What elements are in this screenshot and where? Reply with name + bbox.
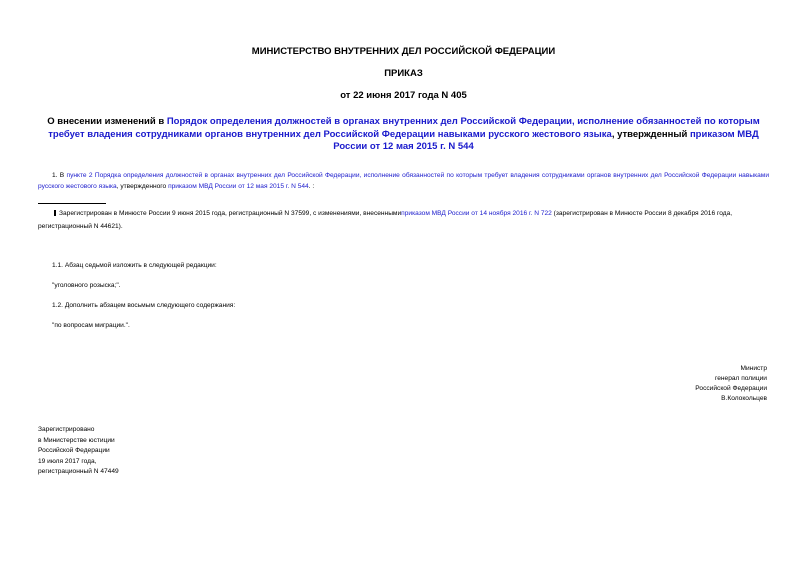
footnote-divider — [38, 203, 106, 204]
signature-name: В.Колокольцев — [721, 395, 767, 402]
paragraph-1-order-link[interactable]: приказом МВД России от 12 мая 2015 г. N 544 — [168, 183, 309, 190]
subject-prefix: О внесении изменений в — [47, 116, 167, 127]
item-1-1: 1.1. Абзац седьмой изложить в следующей редакции: — [52, 262, 217, 269]
signature-block — [695, 364, 767, 404]
item-1-2-text: "по вопросам миграции.". — [52, 322, 130, 329]
signature-position: Министр — [740, 365, 767, 372]
document-date-number: от 22 июня 2017 года N 405 — [340, 90, 467, 101]
footnote — [38, 207, 769, 233]
paragraph-1-middle: , утвержденного — [116, 183, 169, 190]
item-1-1-text: "уголовного розыска;". — [52, 282, 121, 289]
document-type: ПРИКАЗ — [384, 68, 423, 79]
registration-line-1: Зарегистрировано — [38, 426, 95, 433]
footnote-order-link[interactable]: приказом МВД России от 14 ноября 2016 г. N 722 — [401, 210, 552, 217]
subject-order-link[interactable]: приказом МВД России от 12 мая 2015 г. N 544 — [333, 128, 759, 152]
registration-line-3: Российской Федерации — [38, 447, 110, 454]
paragraph-1-start: 1. В — [52, 172, 67, 179]
ministry-title: МИНИСТЕРСТВО ВНУТРЕННИХ ДЕЛ РОССИЙСКОЙ ФЕДЕРАЦИИ — [251, 46, 556, 57]
paragraph-1-point-link[interactable]: пункте 2 Порядка определения должностей в органах внутренних дел Российской Федерации, исполнение обязанностей по которым требует владения сотрудниками органов внутренних дел Российской Федерации навыками русского жестового языка — [38, 172, 770, 190]
document-subject — [38, 116, 769, 154]
registration-date: 19 июля 2017 года, — [38, 457, 97, 465]
signature-rank: генерал полиции — [714, 375, 767, 382]
paragraph-1-end: . : — [308, 183, 315, 190]
item-1-2: 1.2. Дополнить абзацем восьмым следующего содержания: — [52, 302, 236, 309]
subject-procedure-link[interactable]: Порядок определения должностей в органах внутренних дел Российской Федерации, исполнение обязанностей по которым требует владения сотрудниками органов внутренних дел Российской Федерации навыками русского жестового языка — [48, 116, 760, 140]
registration-number: регистрационный N 47449 — [38, 468, 119, 475]
subject-middle: , утвержденный — [611, 128, 690, 140]
footnote-text-end: (зарегистрирован в Минюсте России 8 декабря 2016 года, регистрационный N 44621). — [38, 210, 733, 230]
footnote-marker-icon — [54, 210, 56, 216]
footnote-text-start: Зарегистрирован в Минюсте России 9 июня 2015 года, регистрационный N 37599, с изменениями, внесенными — [59, 210, 402, 217]
registration-block — [38, 425, 119, 478]
signature-country: Российской Федерации — [695, 385, 767, 392]
paragraph-1 — [38, 170, 769, 192]
registration-line-2: в Министерстве юстиции — [38, 436, 115, 444]
